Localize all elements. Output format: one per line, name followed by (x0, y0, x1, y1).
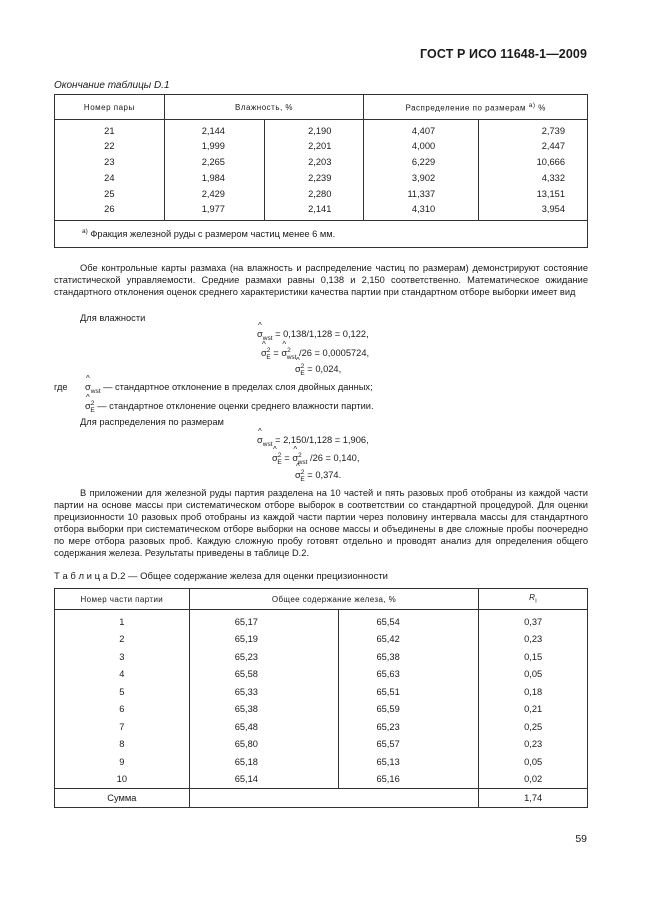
table-cell: 65,23 (189, 648, 339, 666)
definition-2: ^ $\sigma^2_E$ — стандартное отклонение оценки среднего влажности партии. (85, 400, 374, 414)
table-row (55, 170, 588, 186)
sum-value: 1,74 (479, 789, 588, 808)
table-cell: 0,02 (479, 771, 588, 789)
table-row (55, 666, 588, 684)
table-cell: 1,977 (164, 202, 264, 221)
table1-footnote-row (55, 221, 588, 248)
table-cell: 2,203 (264, 154, 364, 170)
table-cell: 2,141 (264, 202, 364, 221)
page-number: 59 (575, 833, 587, 845)
table-cell: 65,18 (189, 753, 339, 771)
table-cell: 2 (55, 631, 190, 649)
table-row (55, 202, 588, 221)
formula-5: ^ $\sigma^2_E$ = ^ $\sigma^2_{wst}$ /26 = 0,140, (272, 452, 359, 466)
table-cell: 0,18 (479, 683, 588, 701)
table-cell: 1 (55, 610, 190, 631)
table-cell: 65,42 (339, 631, 479, 649)
table-row (55, 186, 588, 202)
table-cell: 2,429 (164, 186, 264, 202)
table-cell: 4,000 (364, 138, 479, 154)
table-cell: 10 (55, 771, 190, 789)
table-cell: 2,190 (264, 120, 364, 139)
table-cell: 2,739 (479, 120, 588, 139)
table-row (55, 701, 588, 719)
table-cell: 0,37 (479, 610, 588, 631)
col-header-r: $R_i$ (479, 589, 588, 610)
document-code: ГОСТ Р ИСО 11648-1—2009 (420, 47, 587, 61)
table1-caption: Окончание таблицы D.1 (54, 80, 170, 91)
table-cell: 65,14 (189, 771, 339, 789)
table-cell: 65,54 (339, 610, 479, 631)
col-header-moisture: Влажность, % (164, 95, 364, 120)
table-cell: 2,447 (479, 138, 588, 154)
table-cell: 3 (55, 648, 190, 666)
table-cell: 65,48 (189, 718, 339, 736)
table-row (55, 753, 588, 771)
table-cell: 2,280 (264, 186, 364, 202)
table-cell: 8 (55, 736, 190, 754)
table-cell: 65,16 (339, 771, 479, 789)
table1-footnote: $^{а)}$ Фракция железной руды с размером частиц менее 6 мм. (55, 221, 588, 248)
col-header-part: Номер части партии (55, 589, 190, 610)
table-cell: 65,13 (339, 753, 479, 771)
table-cell: 3,902 (364, 170, 479, 186)
paragraph-2: В приложении для железной руды партия разделена на 10 частей и пять разовых проб отобраны из каждой части партии на основе массы при систематическом отборе выборок в соответствии со стандартной процедурой. Для оценки прецизионности 10 разовых проб отобраны из каждой части партии через половину интервала массы для стандартного отбора выборки при систематическом отборе выборки на основе массы и объединены в две сложные пробы поочередно по мере отбора разовых проб. Каждую сложную пробу готовят отдельно и проводят анализ для определения общего содержания железа. Результаты приведены в таблице D.2. (54, 488, 588, 558)
table-cell: 65,33 (189, 683, 339, 701)
table-row (55, 683, 588, 701)
table-cell: 65,19 (189, 631, 339, 649)
table-cell: 65,59 (339, 701, 479, 719)
table-cell: 22 (55, 138, 165, 154)
col-header-fe: Общее содержание железа, % (189, 589, 479, 610)
table-cell: 23 (55, 154, 165, 170)
table-cell: 6,229 (364, 154, 479, 170)
table-cell: 10,666 (479, 154, 588, 170)
table-cell: 0,23 (479, 631, 588, 649)
table2-sum-row (55, 789, 588, 808)
table-cell: 9 (55, 753, 190, 771)
table-cell: 4,310 (364, 202, 479, 221)
col-header-pair: Номер пары (55, 95, 165, 120)
table-row (55, 154, 588, 170)
table-cell: 6 (55, 701, 190, 719)
table-row (55, 138, 588, 154)
table-row (55, 120, 588, 139)
moisture-label: Для влажности (80, 313, 146, 323)
table-cell: 7 (55, 718, 190, 736)
table-cell: 2,239 (264, 170, 364, 186)
where-label: где (54, 382, 68, 392)
table-cell: 25 (55, 186, 165, 202)
table-cell: 0,15 (479, 648, 588, 666)
table-cell: 65,38 (189, 701, 339, 719)
table-row (55, 771, 588, 789)
table-cell: 65,57 (339, 736, 479, 754)
formula-6: ^ $\sigma^2_E = 0,374$. (295, 469, 341, 483)
size-label: Для распределения по размерам (80, 417, 224, 427)
table-cell: 0,23 (479, 736, 588, 754)
sum-empty (189, 789, 479, 808)
table-cell: 2,265 (164, 154, 264, 170)
table-cell: 0,25 (479, 718, 588, 736)
table-cell: 24 (55, 170, 165, 186)
table-cell: 65,38 (339, 648, 479, 666)
table-cell: 21 (55, 120, 165, 139)
definition-1: ^ $\sigma_{wst}$ — стандартное отклонение в пределах слоя двойных данных; (85, 382, 373, 395)
formula-4: ^ $\sigma_{wst} = 2,150/1,128 = 1,906$, (257, 435, 369, 448)
table-cell: 1,999 (164, 138, 264, 154)
table-cell: 4,407 (364, 120, 479, 139)
table-cell: 65,23 (339, 718, 479, 736)
formula-1: ^ $\sigma_{wst} = 0,138/1,128 = 0,122$, (257, 329, 369, 342)
table-row (55, 718, 588, 736)
table-cell: 65,63 (339, 666, 479, 684)
table-row (55, 631, 588, 649)
table-header-row (55, 95, 588, 120)
table-cell: 5 (55, 683, 190, 701)
table-cell: 0,21 (479, 701, 588, 719)
table-cell: 2,144 (164, 120, 264, 139)
table-cell: 13,151 (479, 186, 588, 202)
table-cell: 11,337 (364, 186, 479, 202)
formula-2: ^ $\sigma^2_E$ = ^ $\sigma^2_{wst}$ /26 = 0,0005724, (261, 347, 369, 361)
table-cell: 0,05 (479, 753, 588, 771)
formula-3: ^ $\sigma^2_E = 0,024$, (295, 363, 341, 377)
table-row (55, 648, 588, 666)
table-cell: 3,954 (479, 202, 588, 221)
table-row (55, 736, 588, 754)
table-cell: 65,51 (339, 683, 479, 701)
table2-caption: Т а б л и ц а D.2 — Общее содержание железа для оценки прецизионности (54, 571, 388, 582)
table-d2 (54, 588, 588, 808)
table-cell: 4 (55, 666, 190, 684)
table-d1 (54, 94, 588, 248)
table-cell: 0,05 (479, 666, 588, 684)
table-cell: 2,201 (264, 138, 364, 154)
table-cell: 65,80 (189, 736, 339, 754)
sum-label: Сумма (55, 789, 190, 808)
paragraph-1: Обе контрольные карты размаха (на влажность и распределение частиц по размерам) демонстрируют состояние статистической управляемости. Средние размахи равны 0,138 и 2,150 соответственно. Математическое ожидание стандартного отклонения оценок среднего характеристики качества партии при стандартном отборе выборки имеет вид (54, 263, 588, 297)
table-cell: 65,17 (189, 610, 339, 631)
table-cell: 65,58 (189, 666, 339, 684)
col-header-distribution: Распределение по размерам $^{а)}$ % (364, 95, 588, 120)
table-cell: 4,332 (479, 170, 588, 186)
table2-header-row (55, 589, 588, 610)
table-cell: 26 (55, 202, 165, 221)
table-row (55, 610, 588, 631)
table-cell: 1,984 (164, 170, 264, 186)
